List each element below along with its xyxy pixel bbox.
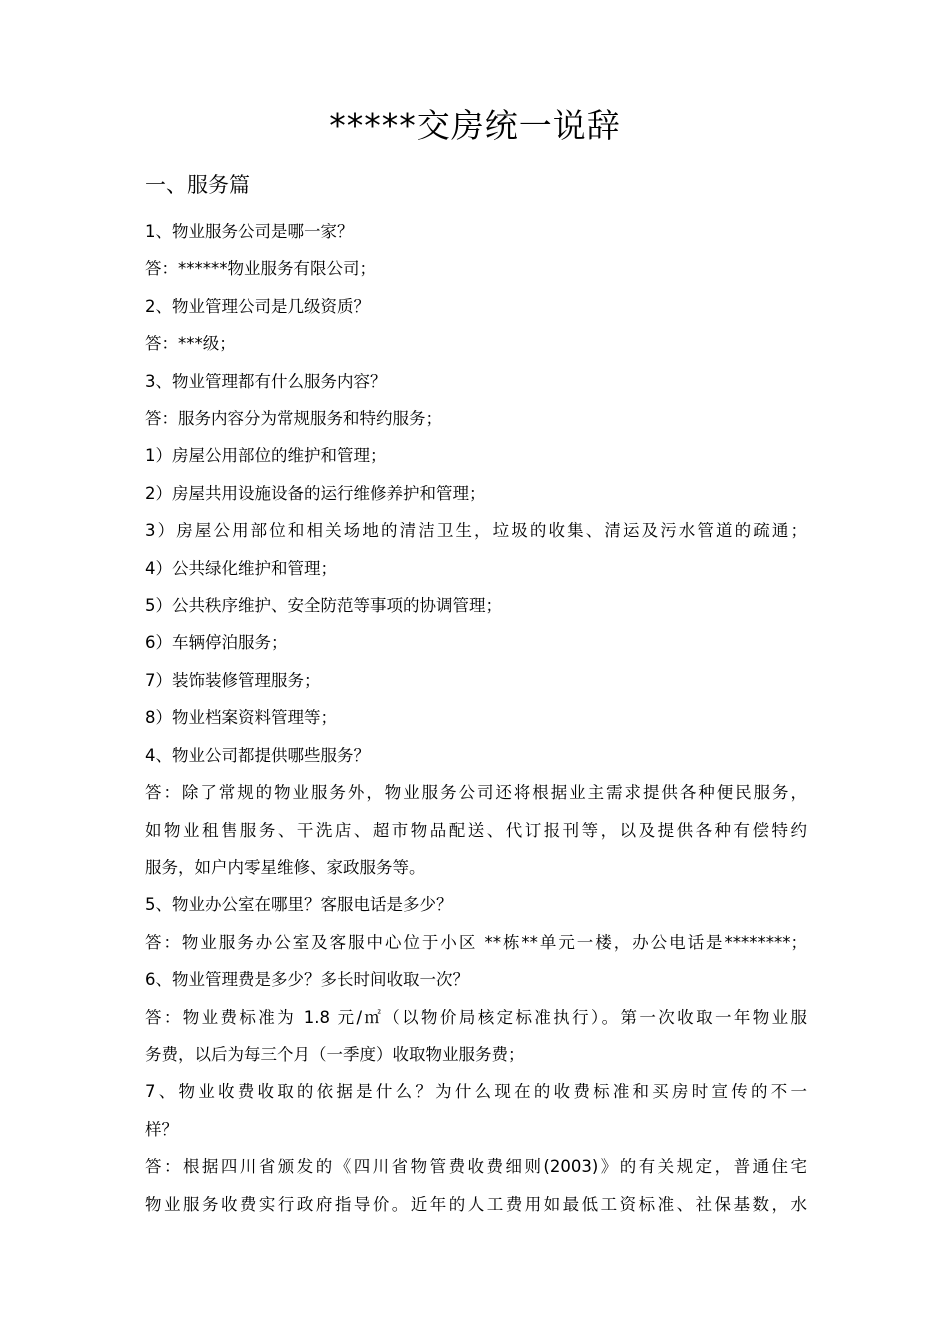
question-6: 6、物业管理费是多少？多长时间收取一次？ (145, 970, 469, 990)
question-3: 3、物业管理都有什么服务内容？ (145, 371, 387, 391)
question-1: 1、物业服务公司是哪一家？ (145, 222, 354, 241)
service-item-4: 4）公共绿化维护和管理； (145, 558, 337, 578)
service-item-7: 7）装饰装修管理服务； (145, 670, 321, 690)
question-4: 4、物业公司都提供哪些服务？ (145, 745, 370, 765)
answer-4-line-2: 如物业租售服务、干洗店、超市物品配送、代订报刊等，以及提供各种有偿特约 (145, 820, 807, 840)
document-title: *****交房统一说辞 (329, 106, 621, 145)
answer-7-line-1: 答：根据四川省颁发的《四川省物管费收费细则(2003)》的有关规定，普通住宅 (145, 1157, 807, 1177)
answer-5: 答：物业服务办公室及客服中心位于小区 **栋**单元一楼，办公电话是********； (145, 932, 807, 952)
document-body (145, 213, 807, 1223)
answer-2: 答：***级； (145, 334, 236, 354)
answer-3: 答：服务内容分为常规服务和特约服务； (145, 409, 442, 429)
service-item-8: 8）物业档案资料管理等； (145, 708, 337, 728)
answer-4-line-3: 服务，如户内零星维修、家政服务等。 (145, 857, 426, 877)
question-7-line-2: 样？ (145, 1119, 178, 1139)
section-heading: 一、服务篇 (145, 173, 250, 197)
answer-7-line-2: 物业服务收费实行政府指导价。近年的人工费用如最低工资标准、社保基数，水 (145, 1194, 807, 1214)
service-item-3: 3）房屋公用部位和相关场地的清洁卫生，垃圾的收集、清运及污水管道的疏通； (145, 521, 807, 541)
question-7-line-1: 7、物业收费收取的依据是什么？为什么现在的收费标准和买房时宣传的不一 (145, 1082, 807, 1102)
answer-6-line-2: 务费，以后为每三个月（一季度）收取物业服务费； (145, 1044, 525, 1064)
service-item-1: 1）房屋公用部位的维护和管理； (145, 446, 387, 466)
answer-4-line-1: 答：除了常规的物业服务外，物业服务公司还将根据业主需求提供各种便民服务， (145, 783, 807, 803)
service-item-6: 6）车辆停泊服务； (145, 633, 288, 653)
service-item-5: 5）公共秩序维护、安全防范等事项的协调管理； (145, 596, 502, 616)
question-5: 5、物业办公室在哪里？客服电话是多少？ (145, 895, 453, 915)
service-item-2: 2）房屋共用设施设备的运行维修养护和管理； (145, 483, 486, 503)
answer-6-line-1: 答：物业费标准为 1.8 元/㎡（以物价局核定标准执行）。第一次收取一年物业服 (145, 1007, 807, 1027)
question-2: 2、物业管理公司是几级资质？ (145, 296, 370, 316)
answer-1: 答：******物业服务有限公司； (145, 259, 376, 279)
